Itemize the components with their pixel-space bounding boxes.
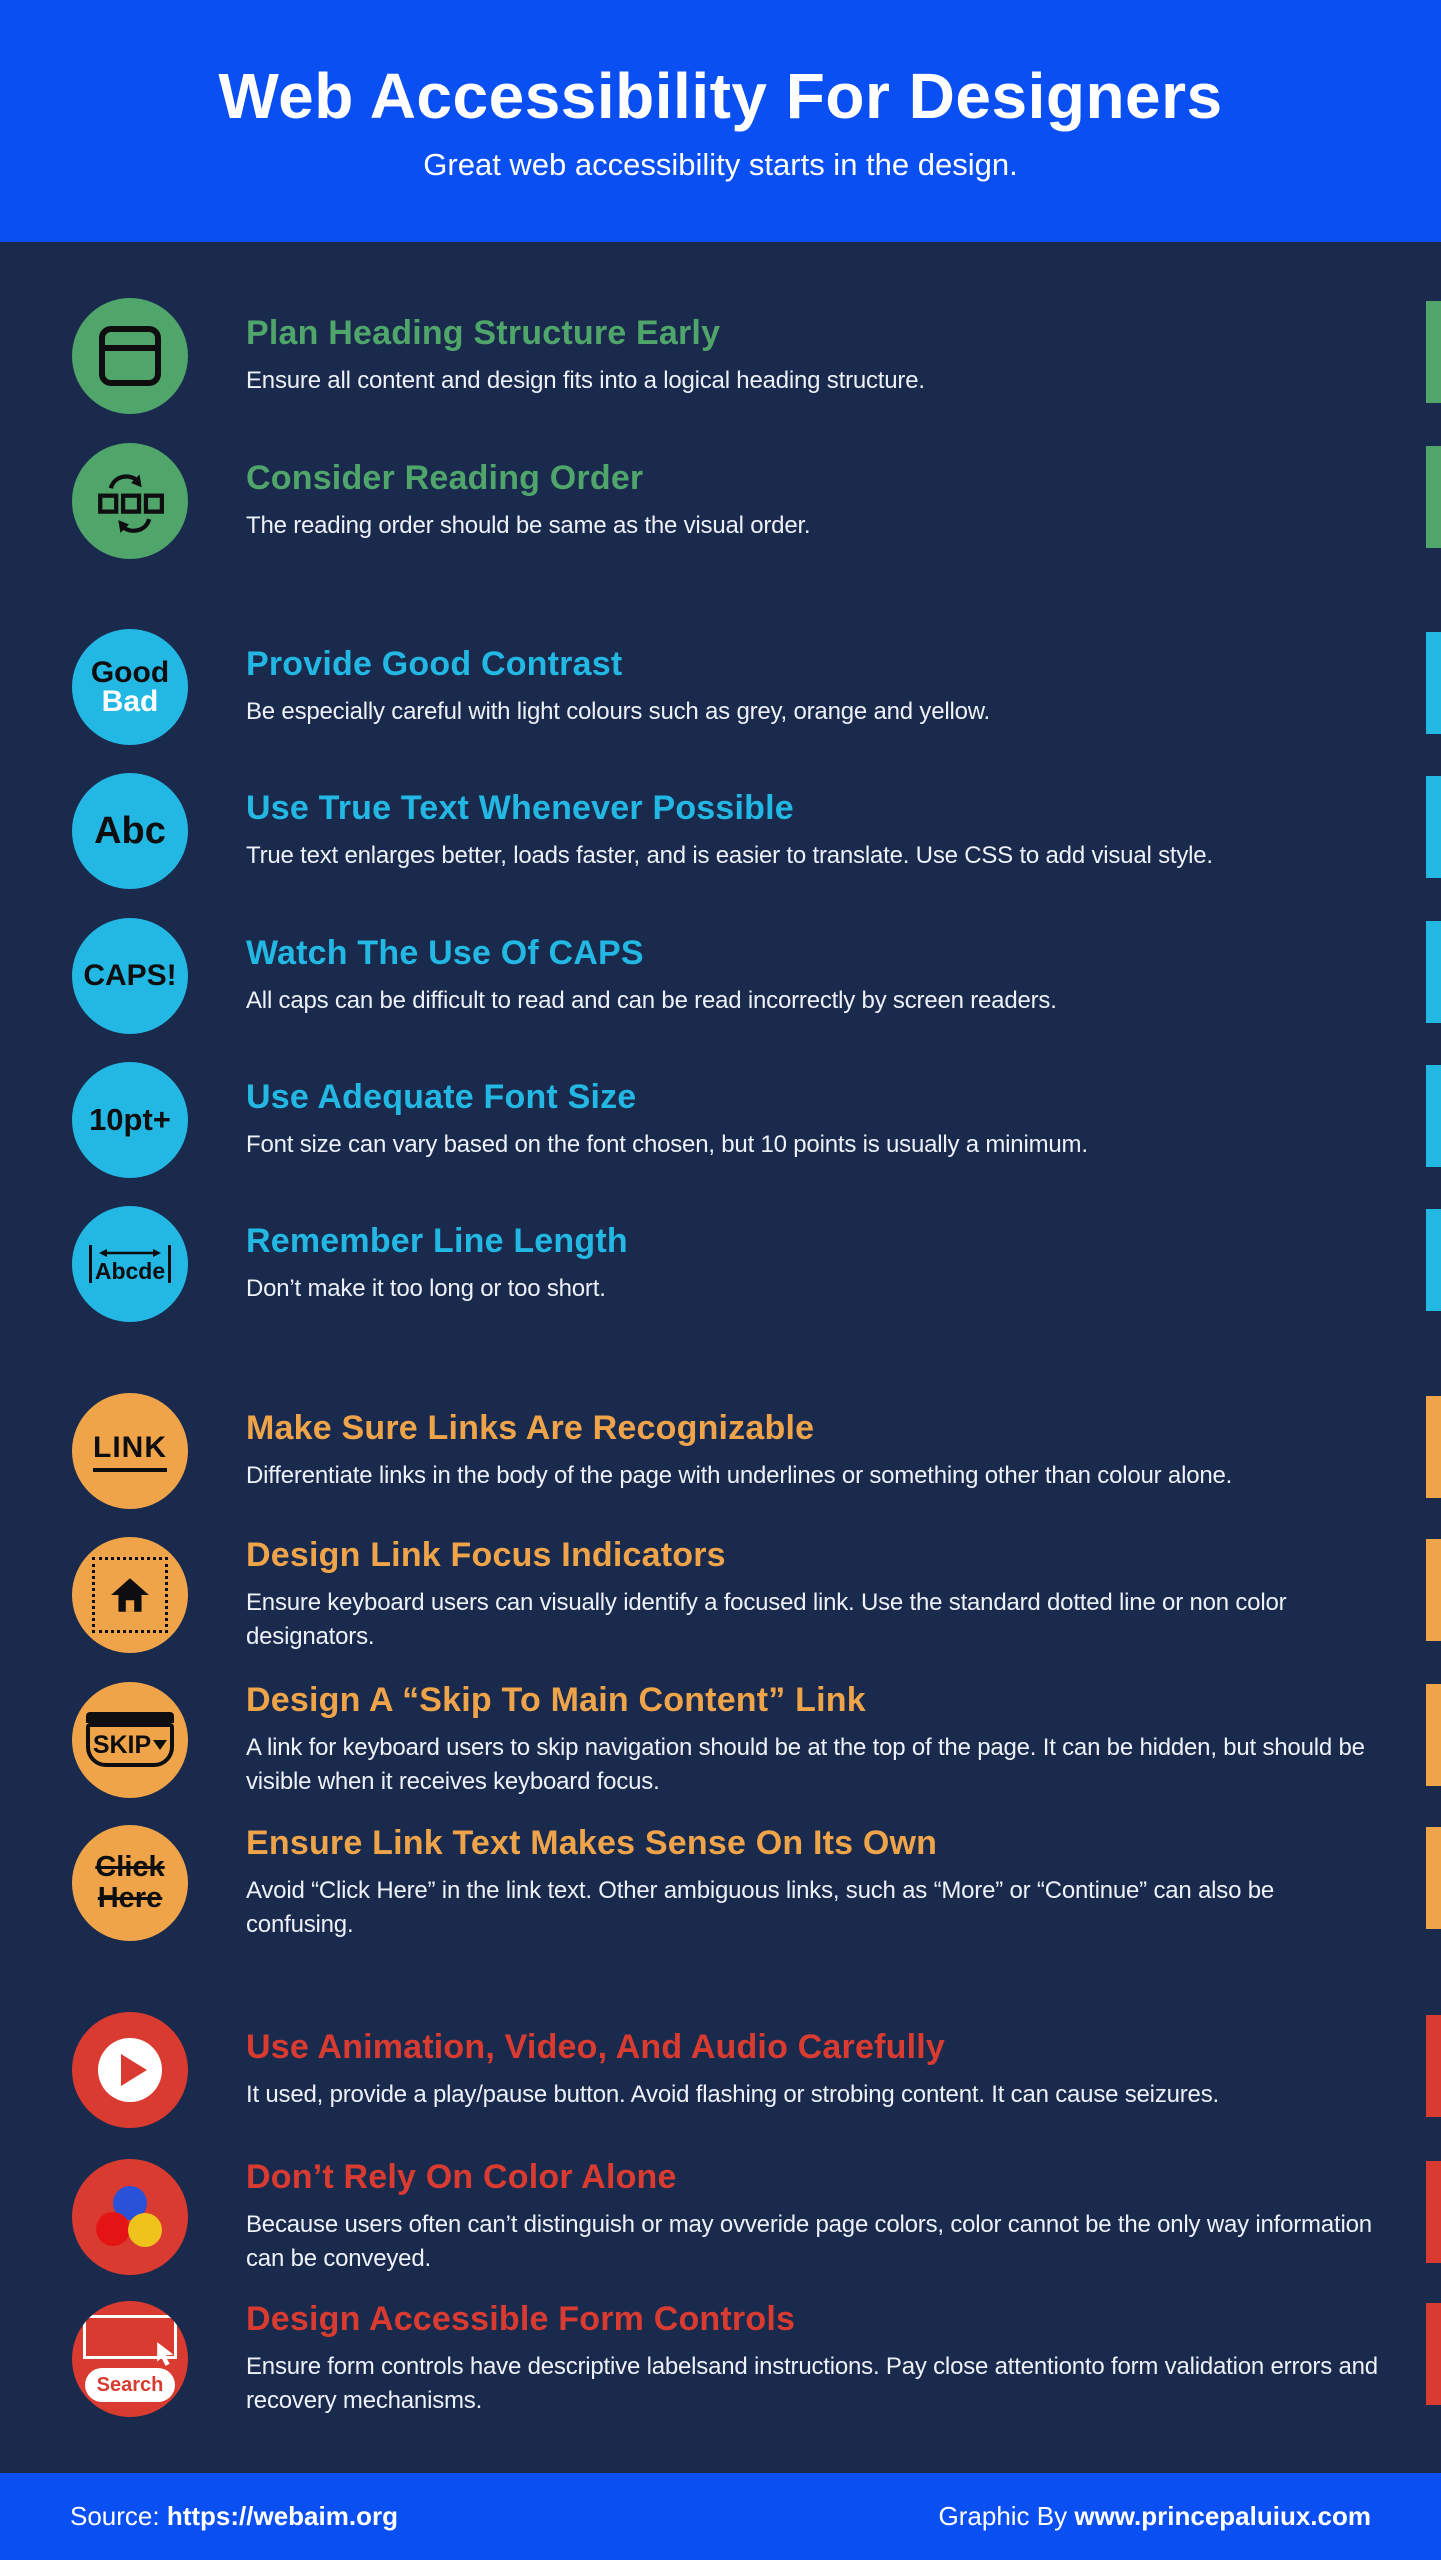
item-title: Ensure Link Text Makes Sense On Its Own xyxy=(246,1824,938,1862)
section-color-bar xyxy=(1426,446,1441,548)
reading-order-icon xyxy=(72,443,188,559)
item-title: Provide Good Contrast xyxy=(246,645,623,684)
section-color-bar xyxy=(1426,1209,1441,1311)
dotted-focus-outline xyxy=(92,1557,168,1633)
credit-label: Graphic By xyxy=(938,2501,1075,2531)
item-description: Font size can vary based on the font chosen, but 10 points is usually a minimum. xyxy=(246,1131,1088,1159)
header-banner xyxy=(0,0,1441,242)
item-title: Plan Heading Structure Early xyxy=(246,314,721,353)
red-dot xyxy=(96,2212,130,2246)
here-label: Here xyxy=(97,1881,163,1914)
section-color-bar xyxy=(1426,2303,1441,2405)
section-color-bar xyxy=(1426,1065,1441,1167)
bad-label: Bad xyxy=(101,685,159,718)
list-item xyxy=(72,773,1382,889)
list-item xyxy=(72,918,1382,1034)
good-bad-contrast-icon xyxy=(72,629,188,745)
search-button-shape xyxy=(85,2368,176,2402)
line-length-icon xyxy=(72,1206,188,1322)
item-description: Ensure form controls have descriptive labelsand instructions. Pay close attentionto form validation errors and recovery mechanisms. xyxy=(246,2353,1378,2414)
skip-link-icon xyxy=(72,1682,188,1798)
page-title: Web Accessibility For Designers xyxy=(218,60,1223,132)
window-layout-icon xyxy=(99,326,161,386)
source-url: https://webaim.org xyxy=(166,2501,398,2531)
list-item xyxy=(72,1206,1382,1322)
item-description: Ensure all content and design fits into a logical heading structure. xyxy=(246,367,925,395)
list-item xyxy=(72,1824,1382,1941)
list-item xyxy=(72,1393,1382,1509)
heading-structure-icon xyxy=(72,298,188,414)
form-controls-icon xyxy=(72,2301,188,2417)
home-icon xyxy=(109,1576,151,1614)
item-title: Use Animation, Video, And Audio Carefully xyxy=(246,2028,945,2067)
list-item xyxy=(72,298,1382,414)
section-color-bar xyxy=(1426,1539,1441,1641)
yellow-dot xyxy=(128,2213,162,2247)
caps-label: CAPS! xyxy=(83,959,177,992)
list-item xyxy=(72,2300,1382,2417)
item-description: Avoid “Click Here” in the link text. Other ambiguous links, such as “More” or “Continue” can also be confusing. xyxy=(246,1877,1274,1938)
play-button-icon xyxy=(72,2012,188,2128)
link-label: LINK xyxy=(93,1431,167,1472)
cursor-icon xyxy=(155,2341,181,2367)
section-color-bar xyxy=(1426,776,1441,878)
item-description: The reading order should be same as the visual order. xyxy=(246,512,811,540)
list-item xyxy=(72,1062,1382,1178)
section-color-bar xyxy=(1426,301,1441,403)
source-credit xyxy=(70,2501,398,2532)
item-description: Ensure keyboard users can visually identify a focused link. Use the standard dotted line or non color designators. xyxy=(246,1589,1287,1650)
list-item xyxy=(72,443,1382,559)
arrow-down-icon xyxy=(153,1740,167,1750)
item-description: A link for keyboard users to skip navigation should be at the top of the page. It can be hidden, but should be visible when it receives keyboard focus. xyxy=(246,1734,1365,1795)
item-description: Differentiate links in the body of the page with underlines or something other than colour alone. xyxy=(246,1462,1233,1490)
item-title: Remember Line Length xyxy=(246,1222,628,1261)
item-title: Consider Reading Order xyxy=(246,459,644,498)
item-title: Watch The Use Of CAPS xyxy=(246,934,644,973)
list-item xyxy=(72,1536,1382,1653)
skip-label: SKIP xyxy=(92,1730,152,1759)
item-description: All caps can be difficult to read and can be read incorrectly by screen readers. xyxy=(246,987,1057,1015)
item-title: Don’t Rely On Color Alone xyxy=(246,2158,677,2196)
abcde-label: Abcde xyxy=(94,1257,166,1284)
section-color-bar xyxy=(1426,2015,1441,2117)
item-title: Design Accessible Form Controls xyxy=(246,2300,796,2338)
footer-banner xyxy=(0,2473,1441,2560)
item-title: Use True Text Whenever Possible xyxy=(246,789,794,828)
font-size-label: 10pt+ xyxy=(89,1102,171,1137)
item-title: Design Link Focus Indicators xyxy=(246,1536,726,1574)
list-item xyxy=(72,629,1382,745)
section-color-bar xyxy=(1426,632,1441,734)
underlined-link-icon xyxy=(72,1393,188,1509)
item-description: Because users often can’t distinguish or may ovveride page colors, color cannot be the only way information can be conveyed. xyxy=(246,2211,1372,2272)
item-title: Use Adequate Font Size xyxy=(246,1078,637,1117)
color-circles-icon xyxy=(72,2159,188,2275)
section-color-bar xyxy=(1426,2161,1441,2263)
graphic-credit xyxy=(939,2501,1371,2532)
item-description: True text enlarges better, loads faster, and is easier to translate. Use CSS to add visual style. xyxy=(246,842,1213,870)
section-color-bar xyxy=(1426,1684,1441,1786)
list-item xyxy=(72,1681,1382,1798)
browser-bar-shape xyxy=(86,1712,174,1723)
section-color-bar xyxy=(1426,1827,1441,1929)
good-label: Good xyxy=(90,655,170,689)
credit-url: www.princepaluiux.com xyxy=(1074,2501,1371,2531)
click-here-strikethrough-icon xyxy=(72,1825,188,1941)
list-item xyxy=(72,2158,1382,2275)
section-color-bar xyxy=(1426,921,1441,1023)
search-label: Search xyxy=(96,2373,164,2396)
section-color-bar xyxy=(1426,1396,1441,1498)
true-text-icon xyxy=(72,773,188,889)
reading-order-glyph xyxy=(96,467,164,535)
page-subtitle: Great web accessibility starts in the design. xyxy=(423,147,1018,182)
play-triangle xyxy=(121,2054,147,2086)
list-item xyxy=(72,2012,1382,2128)
focus-indicator-icon xyxy=(72,1537,188,1653)
item-description: Be especially careful with light colours such as grey, orange and yellow. xyxy=(246,698,991,726)
item-title: Make Sure Links Are Recognizable xyxy=(246,1409,815,1448)
abc-label: Abc xyxy=(94,809,166,852)
item-description: Don’t make it too long or too short. xyxy=(246,1275,606,1303)
caps-icon xyxy=(72,918,188,1034)
source-label: Source: xyxy=(70,2501,167,2531)
item-title: Design A “Skip To Main Content” Link xyxy=(246,1681,866,1719)
item-description: It used, provide a play/pause button. Avoid flashing or strobing content. It can cause seizures. xyxy=(246,2081,1219,2109)
click-label: Click xyxy=(95,1851,165,1884)
font-size-icon xyxy=(72,1062,188,1178)
